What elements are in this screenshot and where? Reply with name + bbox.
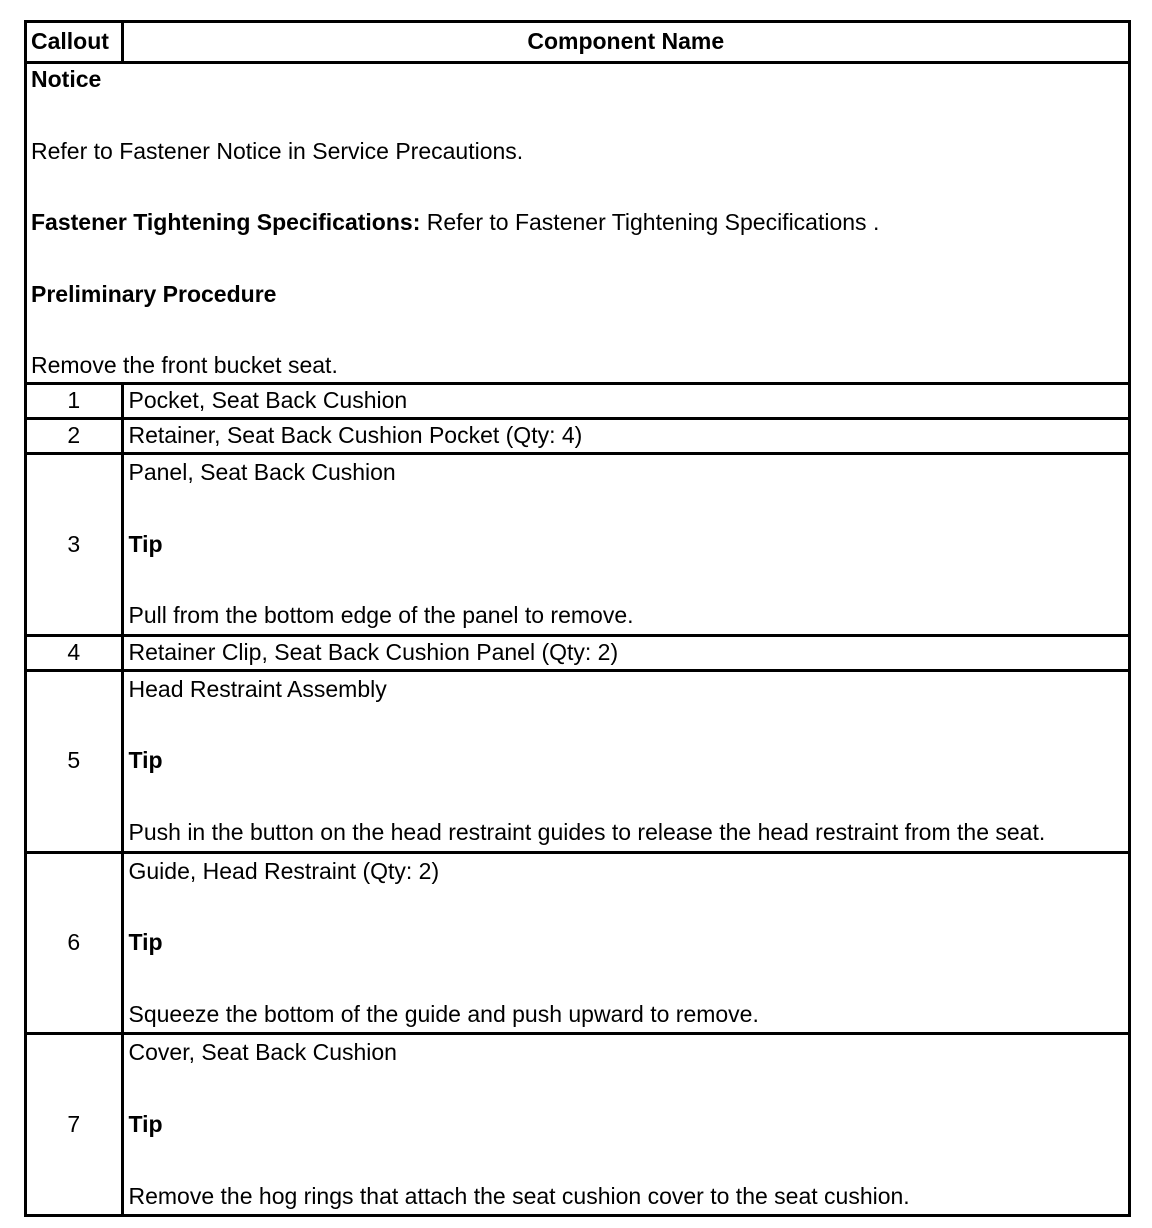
notice-text: Refer to Fastener Notice in Service Precautions. (31, 137, 524, 164)
notice-row (27, 63, 1128, 384)
callout-number: 2 (27, 418, 122, 453)
component-name: Panel, Seat Back Cushion (128, 458, 396, 485)
callout-number: 5 (27, 670, 122, 852)
notice-title: Notice (31, 66, 102, 92)
tip-text: Squeeze the bottom of the guide and push upward to remove. (128, 1000, 759, 1027)
component-cell (122, 852, 1128, 1034)
component-name: Pocket, Seat Back Cushion (122, 383, 1128, 418)
tip-text: Push in the button on the head restraint guides to release the head restraint from the seat. (128, 818, 1046, 845)
component-table-container (24, 20, 1131, 1217)
callout-number: 1 (27, 383, 122, 418)
callout-number: 4 (27, 635, 122, 670)
tip-text: Remove the hog rings that attach the seat cushion cover to the seat cushion. (128, 1182, 910, 1209)
component-name: Guide, Head Restraint (Qty: 2) (128, 857, 440, 884)
preliminary-text: Remove the front bucket seat. (31, 352, 338, 379)
tip-text: Pull from the bottom edge of the panel to remove. (128, 602, 634, 629)
fastener-spec-text: Refer to Fastener Tightening Specifications . (420, 209, 880, 236)
tip-label: Tip (128, 747, 163, 774)
component-name-header: Component Name (122, 23, 1128, 63)
table-row (27, 383, 1128, 418)
header-row (27, 23, 1128, 63)
tip-label: Tip (128, 530, 163, 557)
component-name: Cover, Seat Back Cushion (128, 1039, 397, 1066)
component-cell (122, 670, 1128, 852)
component-cell (122, 453, 1128, 635)
table-row (27, 418, 1128, 453)
component-table (27, 23, 1128, 1214)
table-row (27, 852, 1128, 1034)
component-cell (122, 1034, 1128, 1214)
callout-number: 7 (27, 1034, 122, 1214)
component-name: Head Restraint Assembly (128, 675, 387, 702)
callout-number: 6 (27, 852, 122, 1034)
component-name: Retainer Clip, Seat Back Cushion Panel (Qty: 2) (122, 635, 1128, 670)
tip-label: Tip (128, 1110, 163, 1137)
fastener-spec (31, 209, 1124, 237)
table-row (27, 635, 1128, 670)
table-row (27, 453, 1128, 635)
fastener-spec-label: Fastener Tightening Specifications: (31, 209, 421, 236)
callout-header: Callout (27, 23, 122, 63)
preliminary-title: Preliminary Procedure (31, 280, 277, 307)
callout-number: 3 (27, 453, 122, 635)
tip-label: Tip (128, 929, 163, 956)
table-row (27, 670, 1128, 852)
notice-cell (27, 63, 1128, 384)
table-row (27, 1034, 1128, 1214)
component-name: Retainer, Seat Back Cushion Pocket (Qty: 4) (122, 418, 1128, 453)
